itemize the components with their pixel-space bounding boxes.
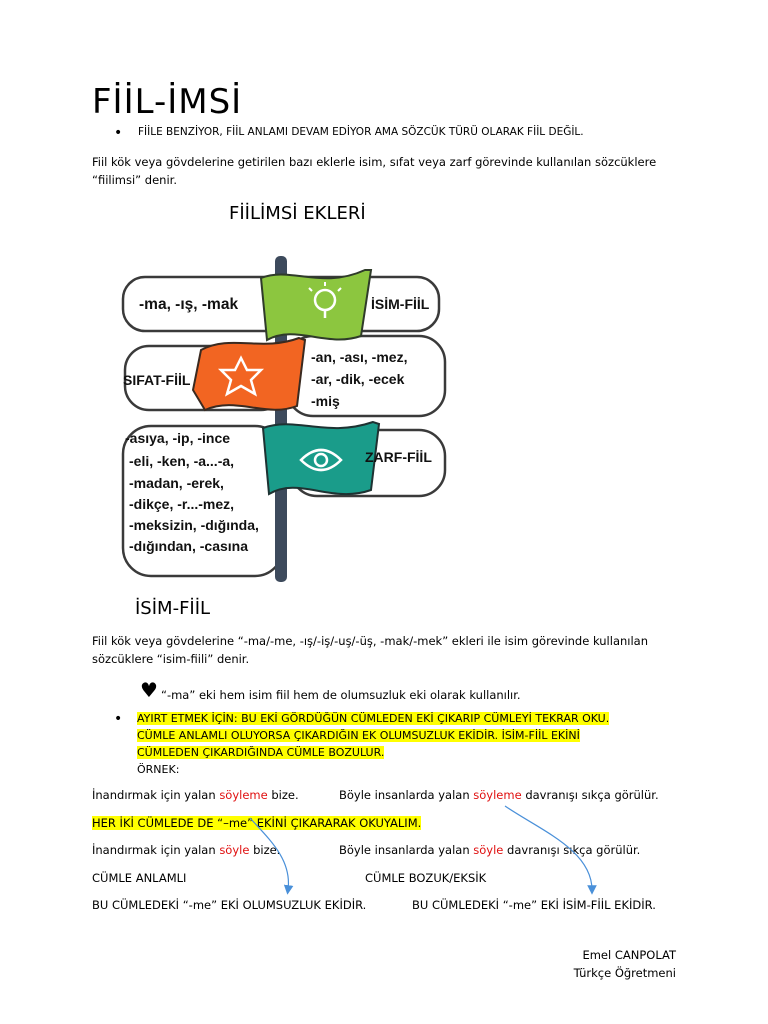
example1-right: Böyle insanlarda yalan söyleme davranışı sıkça görülür. (339, 788, 659, 802)
row3-right-text: ZARF-FİİL (365, 449, 432, 465)
section-heading-isim-fiil: İSİM-FİİL (135, 598, 211, 619)
red-word: söyleme (219, 788, 268, 802)
remove-suffix-note: HER İKİ CÜMLEDE DE “–me” EKİNİ ÇIKARARAK OKUYALIM. (92, 816, 422, 830)
fiilimsi-ekleri-illustration (121, 240, 453, 582)
red-word: söyle (473, 843, 504, 857)
row3-left-text-3: -madan, -erek, (129, 475, 224, 491)
heart-note: “-ma” eki hem isim fiil hem de olumsuzluk eki olarak kullanılır. (161, 688, 521, 702)
highlight-line-3: CÜMLEDEN ÇIKARDIĞINDA CÜMLE BOZULUR. (137, 746, 385, 759)
intro-line-2: “fiilimsi” denir. (92, 173, 177, 187)
signature-title: Türkçe Öğretmeni (573, 966, 676, 980)
highlight-line-2: CÜMLE ANLAMLI OLUYORSA ÇIKARDIĞIN EK OLUMSUZLUK EKİDİR. İSİM-FİİL EKİNİ (137, 729, 580, 742)
row3-left-text-6: -dığından, -casına (129, 538, 249, 554)
row2-right-text-1: -an, -ası, -mez, (311, 349, 408, 365)
row1-left-text: -ma, -ış, -mak (139, 296, 239, 313)
isim-fiil-paragraph (92, 632, 672, 668)
section-heading-fiilimsi-ekleri: FİİLİMSİ EKLERİ (229, 203, 366, 224)
result-right: CÜMLE BOZUK/EKSİK (365, 871, 487, 885)
bullet-text: FİİLE BENZİYOR, FİİL ANLAMI DEVAM EDİYOR AMA SÖZCÜK TÜRÜ OLARAK FİİL DEĞİL. (138, 126, 584, 138)
teal-flag (263, 422, 379, 494)
isim-line-1: Fiil kök veya gövdelerine “-ma/-me, -ış/-iş/-uş/-üş, -mak/-mek” ekleri ile isim görevinde kullanılan (92, 634, 649, 648)
conclusion-left: BU CÜMLEDEKİ “-me” EKİ OLUMSUZLUK EKİDİR. (92, 898, 367, 912)
orange-flag (193, 338, 305, 410)
highlight-block (137, 710, 657, 778)
row3-left-text-5: -meksizin, -dığında, (129, 517, 259, 533)
row1-right-text: İSİM-FİİL (371, 296, 430, 312)
bullet-dot: • (114, 125, 123, 141)
intro-paragraph (92, 153, 672, 189)
result-left: CÜMLE ANLAMLI (92, 871, 187, 885)
row3-left-text-1: -asıya, -ip, -ince (125, 430, 231, 446)
conclusion-right: BU CÜMLEDEKİ “-me” EKİ İSİM-FİİL EKİDİR. (412, 898, 656, 912)
example2-left: İnandırmak için yalan söyle bize. (92, 843, 281, 857)
row3-left-text-4: -dikçe, -r...-mez, (129, 496, 235, 512)
row2-left-text: SIFAT-FİİL (123, 372, 191, 388)
example1-left: İnandırmak için yalan söyleme bize. (92, 788, 299, 802)
signature-name: Emel CANPOLAT (582, 948, 676, 962)
red-word: söyle (219, 843, 250, 857)
red-word: söyleme (473, 788, 522, 802)
ornek-label: ÖRNEK: (137, 763, 180, 776)
row2-right-text-2: -ar, -dik, -ecek (311, 371, 405, 387)
highlight-bullet-dot: • (114, 711, 123, 727)
heart-icon: ♥ (140, 678, 158, 702)
highlight-line-1: AYIRT ETMEK İÇİN: BU EKİ GÖRDÜĞÜN CÜMLEDEN EKİ ÇIKARIP CÜMLEYİ TEKRAR OKU. (137, 712, 610, 725)
page-title: FİİL-İMSİ (92, 82, 243, 122)
row2-right-text-3: -miş (311, 393, 340, 409)
isim-line-2: sözcüklere “isim-fiili” denir. (92, 652, 250, 666)
row3-left-text-2: -eli, -ken, -a...-a, (129, 453, 235, 469)
intro-line-1: Fiil kök veya gövdelerine getirilen bazı eklerle isim, sıfat veya zarf görevinde kullanılan sözcüklere (92, 155, 657, 169)
example2-right: Böyle insanlarda yalan söyle davranışı sıkça görülür. (339, 843, 641, 857)
